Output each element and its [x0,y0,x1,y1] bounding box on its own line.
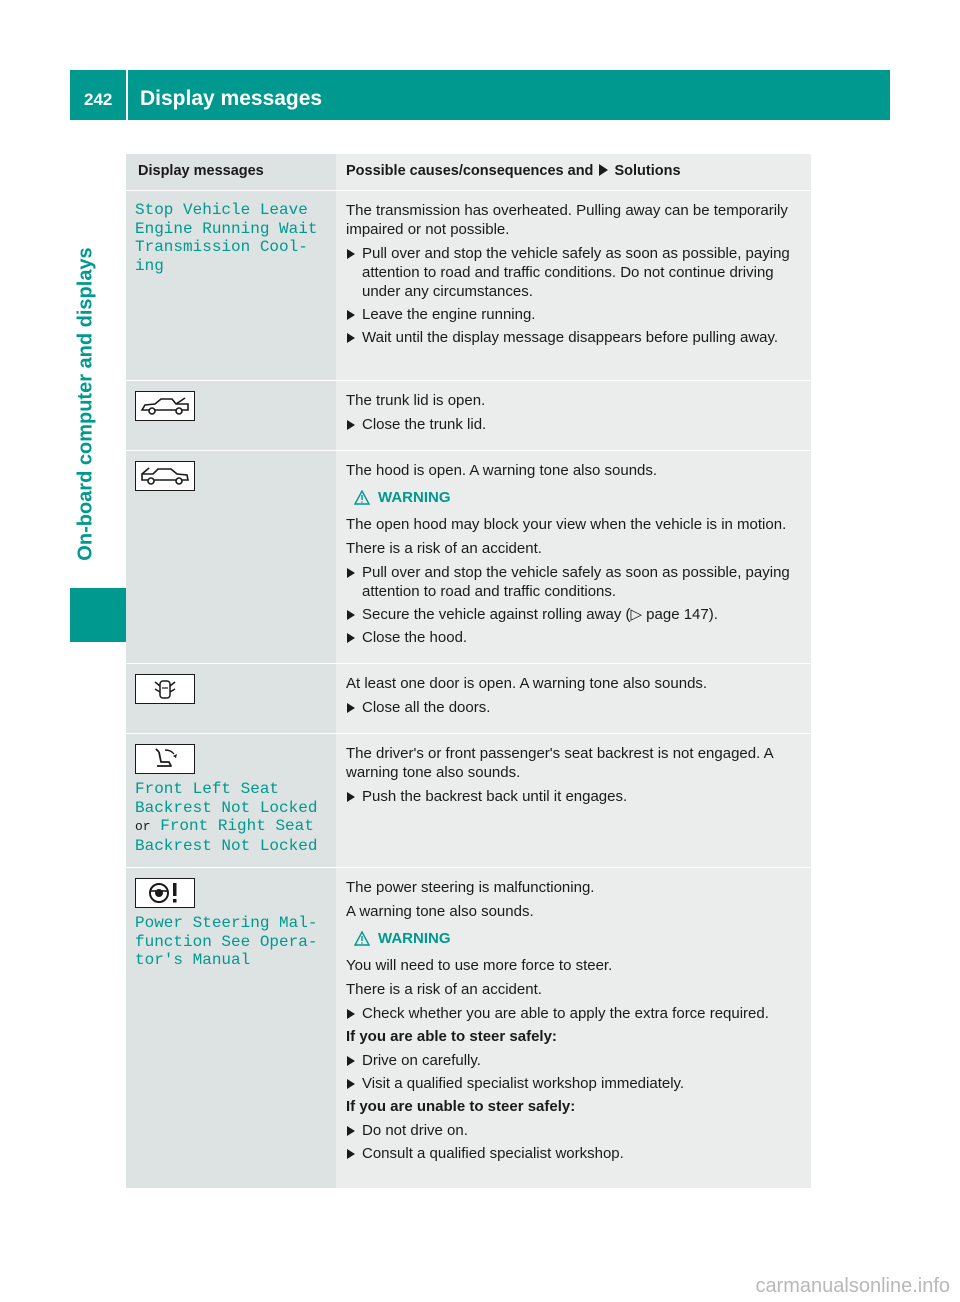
step-text: Visit a qualified specialist workshop immediately. [362,1075,685,1092]
display-messages-table [126,154,811,1188]
instruction-step [346,1144,797,1163]
solution-cell [336,191,811,381]
hood-open-icon [135,461,195,491]
arrow-icon [347,1009,355,1019]
step-text: Close all the doors. [362,699,491,716]
warning-heading [354,488,797,507]
step-text: Close the hood. [362,629,468,646]
table-row [126,734,811,868]
instruction-step [346,605,797,624]
warning-text: You will need to use more force to steer. [346,957,613,974]
instruction-step [346,628,797,647]
message-cell [126,868,336,1188]
display-message-text: Engine Running Wait [135,219,318,238]
arrow-icon [599,164,608,176]
cause-text: The hood is open. A warning tone also sounds. [346,462,658,479]
message-cell [126,381,336,451]
warning-heading [354,929,797,948]
solution-cell [336,381,811,451]
trunk-open-icon [135,391,195,421]
table-row [126,191,811,381]
instruction-step [346,1051,797,1070]
arrow-icon [347,310,355,320]
cause-text: The power steering is malfunctioning. [346,879,595,896]
arrow-icon [347,568,355,578]
page-number: 242 [84,90,113,109]
instruction-step [346,244,797,301]
warning-label: WARNING [378,489,451,506]
arrow-icon [347,1056,355,1066]
watermark: carmanualsonline.info [755,1275,950,1297]
message-cell [126,734,336,868]
warning-text: The open hood may block your view when the vehicle is in motion. [346,516,787,533]
table-row [126,381,811,451]
warning-text: There is a risk of an accident. [346,540,542,557]
step-text: Pull over and stop the vehicle safely as soon as possible, paying attention to road and traffic conditions. [362,564,790,600]
cause-text: The transmission has overheated. Pulling away can be temporarily impaired or not possible. [346,202,788,238]
instruction-step [346,305,797,324]
warning-triangle-icon [354,490,370,505]
arrow-icon [347,610,355,620]
cause-text: The trunk lid is open. [346,392,486,409]
display-message-text: tor's Manual [135,951,251,969]
cause-text: The driver's or front passenger's seat backrest is not engaged. A warning tone also sounds. [346,745,773,781]
solution-cell [336,734,811,868]
display-message-text: Stop Vehicle Leave [135,201,308,219]
step-text: Consult a qualified specialist workshop. [362,1145,624,1162]
solution-cell [336,451,811,664]
arrow-icon [347,792,355,802]
door-open-icon [135,674,195,704]
arrow-icon [347,1079,355,1089]
step-text: Pull over and stop the vehicle safely as soon as possible, paying attention to road and traffic conditions. Do not continue driving under any circumstances. [362,245,790,300]
table-row [126,451,811,664]
instruction-step [346,328,797,347]
table-row [126,664,811,734]
arrow-icon [347,1149,355,1159]
warning-text: There is a risk of an accident. [346,981,542,998]
arrow-icon [347,420,355,430]
step-text: Wait until the display message disappears before pulling away. [362,329,779,346]
condition-heading: If you are unable to steer safely: [346,1098,576,1115]
instruction-step [346,1004,797,1023]
display-message-text: Transmission Cool‐ [135,238,308,256]
message-cell [126,191,336,381]
step-text: Do not drive on. [362,1122,468,1139]
instruction-step [346,563,797,601]
arrow-icon [347,633,355,643]
display-message-text: Backrest Not Locked [135,836,318,855]
col-header-solutions-label: Solutions [614,163,681,179]
side-tab-label: On-board computer and displays [74,247,97,561]
arrow-icon [347,333,355,343]
display-message-text: function See Opera‐ [135,932,318,951]
seat-backrest-icon [135,744,195,774]
solution-cell [336,868,811,1188]
display-message-text: Backrest Not Locked [135,798,318,817]
col-header-solutions [336,154,811,191]
page-title: Display messages [140,87,323,110]
step-text: Secure the vehicle against rolling away (▷ page 147). [362,606,718,623]
side-tab-block [70,588,126,642]
arrow-icon [347,703,355,713]
instruction-step [346,415,797,434]
condition-heading: If you are able to steer safely: [346,1028,557,1045]
col-header-causes: Possible causes/consequences and [346,163,594,179]
warning-label: WARNING [378,930,451,947]
display-message-text: Power Steering Mal‐ [135,914,318,932]
display-message-text: ing [135,256,164,275]
arrow-icon [347,249,355,259]
arrow-icon [347,1126,355,1136]
instruction-step [346,698,797,717]
table-header-row [126,154,811,191]
display-message-line [135,817,328,837]
display-message-text: Front Left Seat [135,780,280,798]
instruction-step [346,1074,797,1093]
cause-text: A warning tone also sounds. [346,903,534,920]
step-text: Check whether you are able to apply the extra force required. [362,1005,769,1022]
step-text: Close the trunk lid. [362,416,487,433]
solution-cell [336,664,811,734]
message-cell [126,451,336,664]
cause-text: At least one door is open. A warning tone also sounds. [346,675,708,692]
warning-triangle-icon [354,931,370,946]
instruction-step [346,1121,797,1140]
message-cell [126,664,336,734]
instruction-step [346,787,797,806]
table-row [126,868,811,1188]
step-text: Leave the engine running. [362,306,536,323]
or-word: or [135,819,151,834]
step-text: Push the backrest back until it engages. [362,788,628,805]
step-text: Drive on carefully. [362,1052,481,1069]
header-divider [126,70,128,120]
col-header-display-messages: Display messages [126,154,336,191]
display-message-text: Front Right Seat [160,817,314,835]
steering-warning-icon [135,878,195,908]
